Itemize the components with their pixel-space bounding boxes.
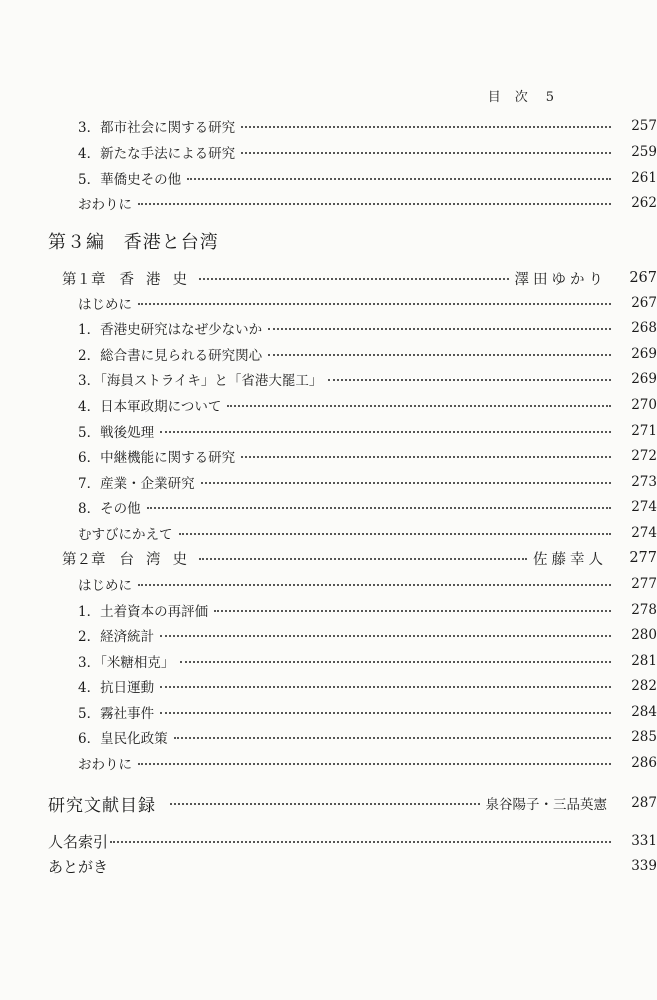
dot-leader [187,178,611,180]
dot-leader [241,152,611,154]
toc-entry[interactable] [0,418,657,444]
dot-leader [160,712,611,714]
toc-entry[interactable] [0,469,657,495]
toc-entry-title: 3．「海員ストライキ」と「省港大罷工」 [78,373,323,389]
toc-entry-title: おわりに [78,197,132,213]
afterword-title: あとがき [48,857,109,876]
dot-leader [138,203,611,205]
toc-entry[interactable] [0,165,657,191]
toc-entry-title: はじめに [78,297,132,313]
toc-entry-title: 8．その他 [78,501,141,517]
toc-entry-title: 1．土着資本の再評価 [78,604,209,620]
dot-leader [138,303,611,305]
toc-entry[interactable] [0,366,657,392]
bibliography-author: 泉谷陽子・三品英憲 [485,797,607,813]
toc-entry-title: むすびにかえて [78,527,173,543]
index-entry[interactable] [0,827,657,855]
toc-entry-title: 5．華僑史その他 [78,172,182,188]
toc-entry-title: 4．新たな手法による研究 [78,146,236,162]
chapter-heading[interactable] [0,265,657,291]
toc-entry[interactable] [0,341,657,367]
dot-leader [160,686,611,688]
chapter-author: 佐藤幸人 [533,551,607,568]
toc-entry-page: 285 [631,729,657,745]
toc-entry-title: 6．皇民化政策 [78,731,168,747]
dot-leader [147,507,611,509]
toc-entry-page: 277 [631,576,657,592]
bibliography-entry[interactable] [0,788,657,818]
toc-entry-page: 274 [631,525,657,541]
chapter-number: 第１章 [62,271,106,288]
header-page-number: 5 [545,90,555,105]
dot-leader [170,803,480,805]
toc-entry-page: 280 [631,627,657,643]
chapter-title: 香港史 [119,271,199,288]
toc-entry-title: 5．霧社事件 [78,706,155,722]
dot-leader [227,405,611,407]
toc-entry[interactable] [0,648,657,674]
toc-entry-title: 7．産業・企業研究 [78,476,195,492]
dot-leader [180,661,611,663]
dot-leader [160,431,611,433]
toc-entry[interactable] [0,113,657,139]
dot-leader [174,737,611,739]
part-number: 第３編 [48,232,105,253]
chapter-heading[interactable] [0,545,657,571]
toc-entry-page: 262 [631,195,657,211]
toc-entry[interactable] [0,290,657,316]
toc-entry-title: 6．中継機能に関する研究 [78,450,236,466]
toc-entry-title: 2．経済統計 [78,629,155,645]
toc-entry-page: 282 [631,678,657,694]
toc-entry-title: 3．「米糖相克」 [78,655,175,671]
toc-entry-title: はじめに [78,578,132,594]
dot-leader [110,841,611,843]
toc-entry-title: 4．抗日運動 [78,680,155,696]
dot-leader [214,610,611,612]
toc-entry[interactable] [0,724,657,750]
dot-leader [328,379,611,381]
dot-leader [201,482,611,484]
toc-entry-page: 273 [631,474,657,490]
header-label: 目次 [487,90,542,105]
toc-entry-page: 271 [631,423,657,439]
toc-entry-page: 257 [631,118,657,134]
toc-entry-page: 261 [631,170,657,186]
toc-entry[interactable] [0,520,657,546]
dot-leader [199,558,527,560]
part-heading [48,228,219,254]
bibliography-page: 287 [631,795,657,811]
toc-entry[interactable] [0,699,657,725]
dot-leader [138,763,611,765]
dot-leader [160,635,611,637]
part-title: 香港と台湾 [123,232,219,253]
toc-entry-title: 1．香港史研究はなぜ少ないか [78,322,263,338]
toc-entry[interactable] [0,597,657,623]
dot-leader [138,584,611,586]
chapter-author: 澤田ゆかり [514,271,607,288]
toc-entry-page: 268 [631,320,657,336]
dot-leader [268,354,611,356]
chapter-page: 267 [629,270,657,286]
toc-entry-page: 269 [631,371,657,387]
toc-entry-title: 3．都市社会に関する研究 [78,120,236,136]
dot-leader [179,533,612,535]
toc-entry[interactable] [0,392,657,418]
dot-leader [241,456,611,458]
toc-entry[interactable] [0,443,657,469]
bibliography-title: 研究文献目録 [48,795,156,816]
toc-entry[interactable] [0,139,657,165]
toc-entry-page: 284 [631,704,657,720]
toc-entry[interactable] [0,750,657,776]
toc-entry[interactable] [0,622,657,648]
dot-leader [268,328,611,330]
toc-entry-page: 259 [631,144,657,160]
toc-entry[interactable] [0,673,657,699]
toc-entry[interactable] [0,315,657,341]
dot-leader [199,278,509,280]
dot-leader [241,126,611,128]
toc-entry-title: 2．総合書に見られる研究関心 [78,348,263,364]
toc-entry-page: 286 [631,755,657,771]
toc-entry-page: 267 [631,295,657,311]
toc-entry-title: 5．戦後処理 [78,425,155,441]
toc-entry-title: 4．日本軍政期について [78,399,222,415]
chapter-page: 277 [629,550,657,566]
toc-entry[interactable] [0,571,657,597]
toc-entry-page: 270 [631,397,657,413]
toc-entry-page: 269 [631,346,657,362]
toc-entry-page: 278 [631,602,657,618]
chapter-title: 台湾史 [119,551,199,568]
index-title: 人名索引 [48,832,109,851]
toc-entry[interactable] [0,190,657,216]
index-page: 331 [631,833,657,849]
running-header [440,86,555,105]
toc-entry-title: おわりに [78,757,132,773]
toc-entry-page: 272 [631,448,657,464]
chapter-number: 第２章 [62,551,106,568]
afterword-entry[interactable] [0,852,657,880]
toc-entry-page: 281 [631,653,657,669]
toc-entry[interactable] [0,494,657,520]
toc-entry-page: 274 [631,499,657,515]
afterword-page: 339 [631,858,657,874]
